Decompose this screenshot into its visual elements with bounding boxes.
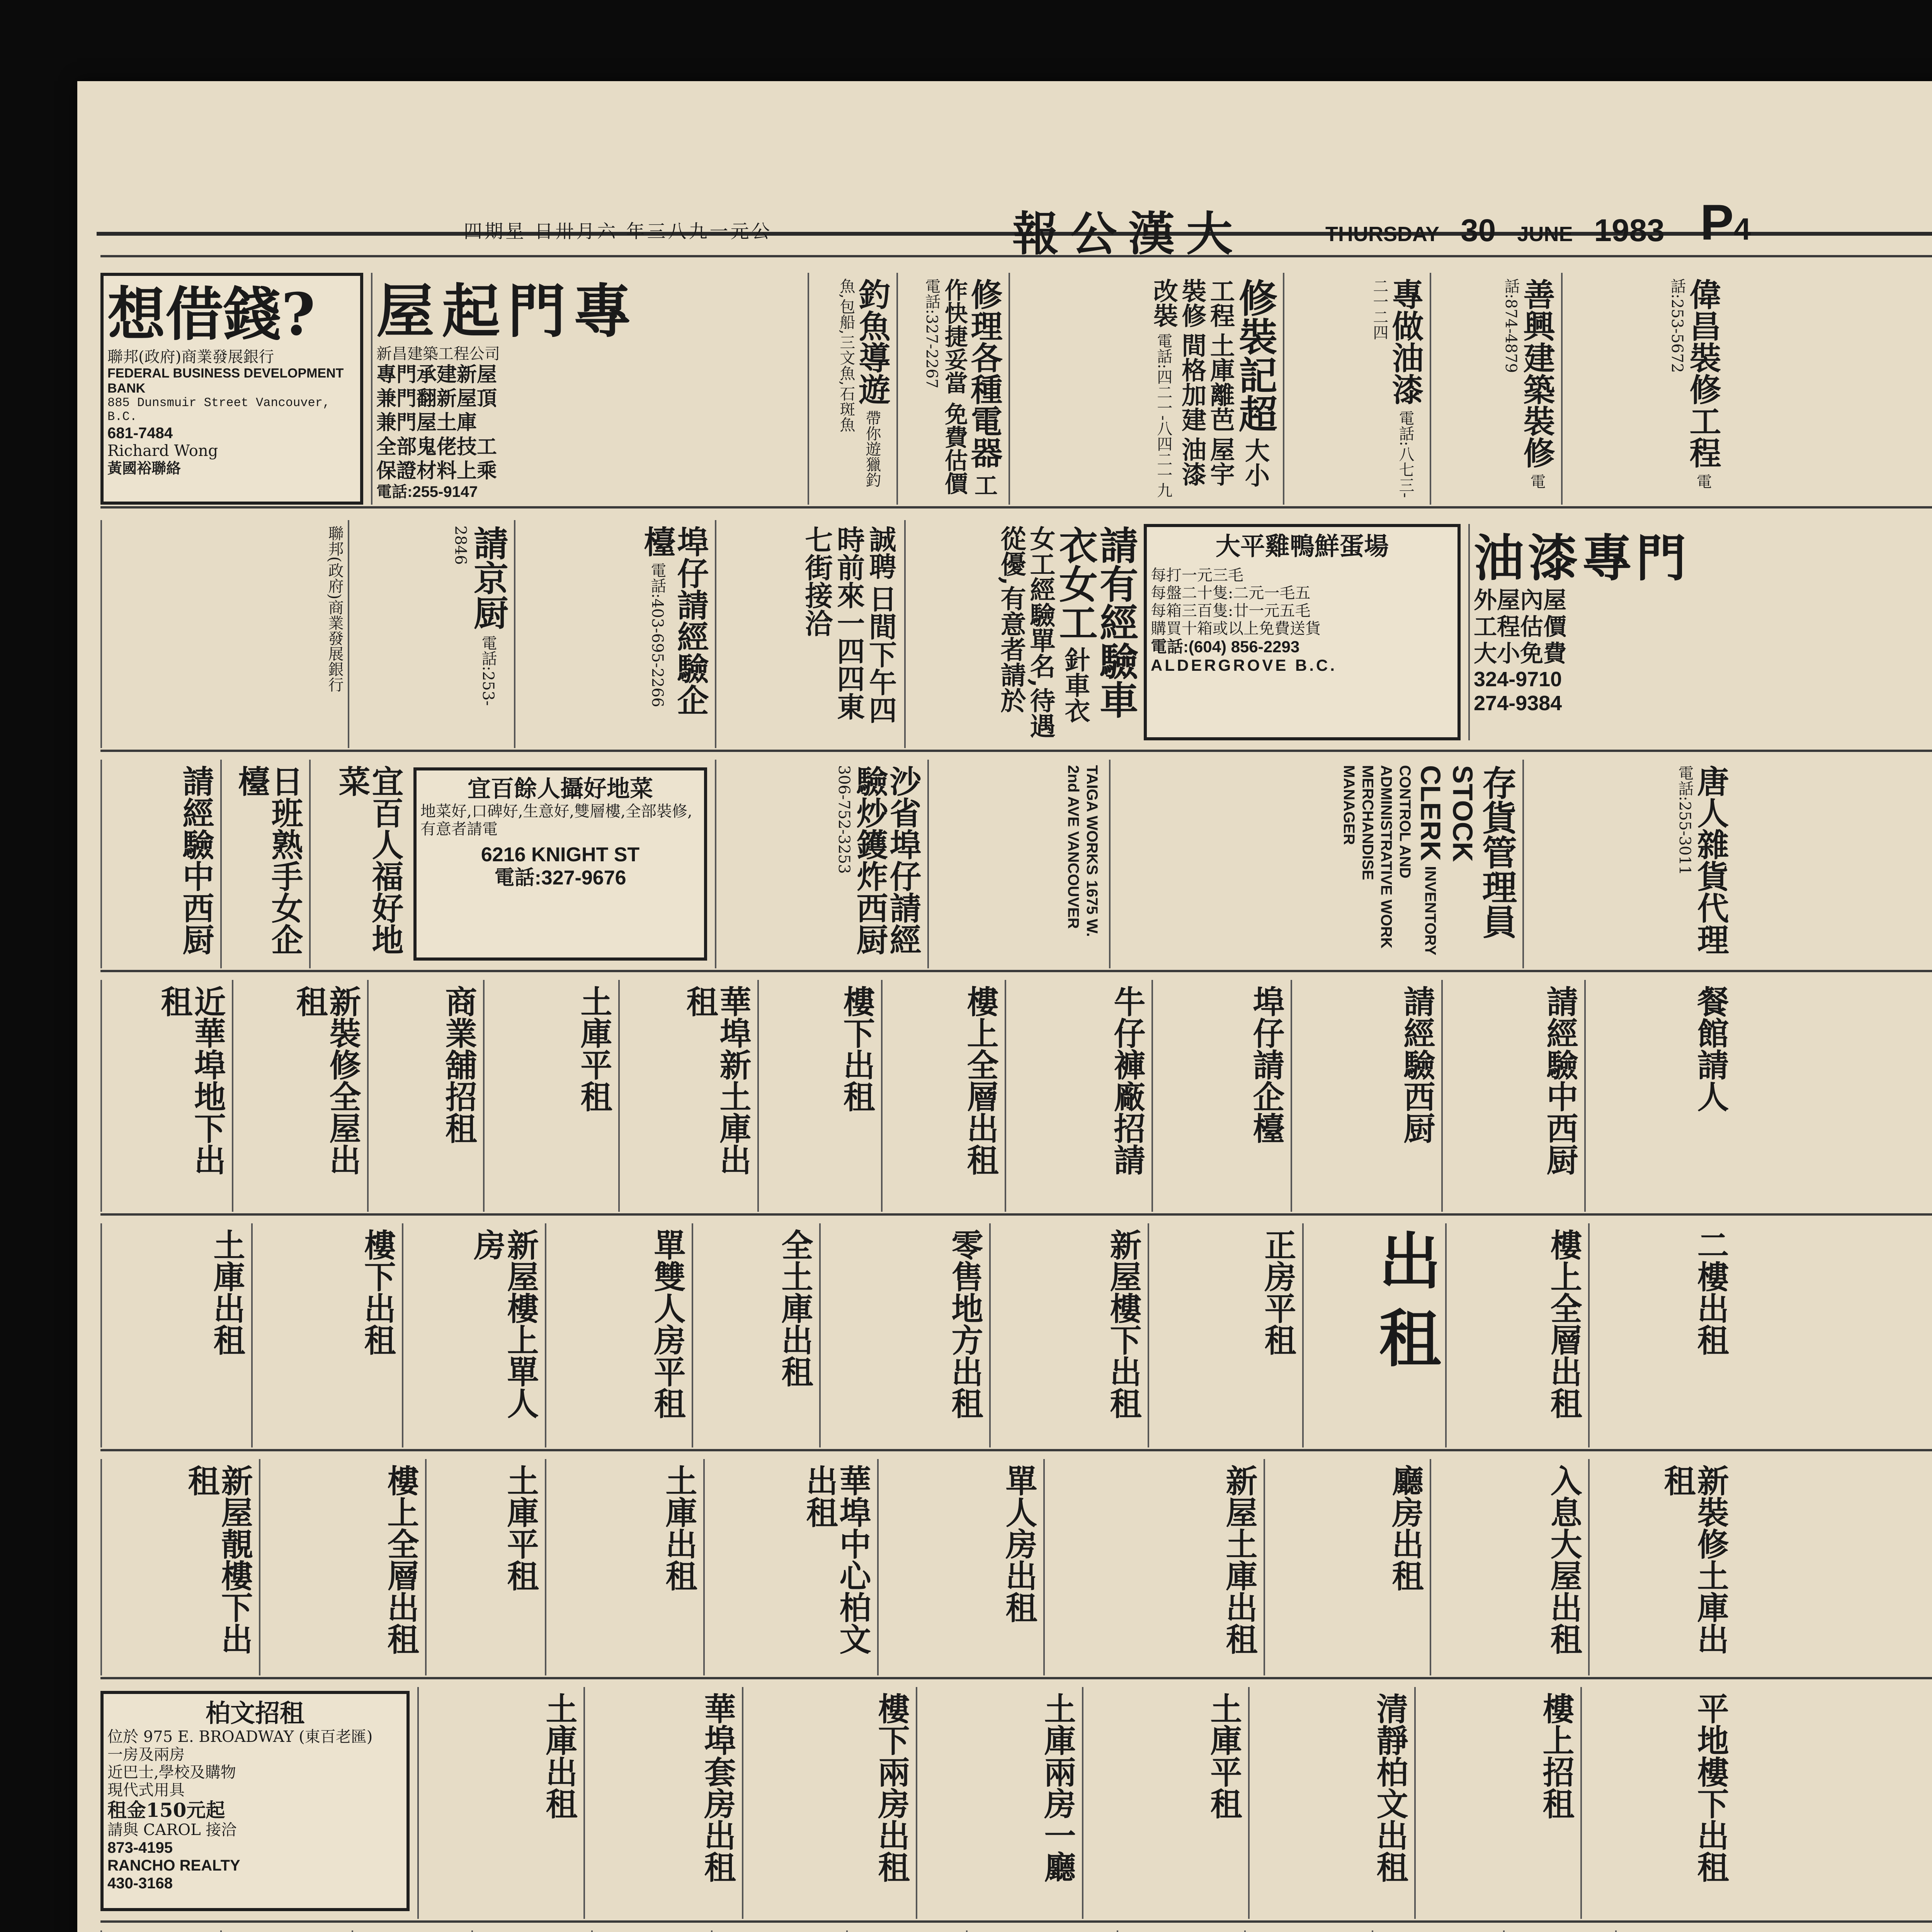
row6-ad-1: 新屋靚樓下出租 — [100, 1459, 255, 1675]
row3-waitress-ad: 日班熟手女企檯 — [220, 760, 305, 968]
row5-ad-3: 新屋樓上單人房 — [402, 1223, 541, 1447]
builder-line-3: 兼門屋土庫 — [376, 411, 477, 435]
apartment-rental-box: 柏文招租 位於 975 E. BROADWAY (東百老匯) 一房及兩房 近巴士,學校及購物 現代式用具 租金150元起 請與 CAROL 接洽 873-4195 RANCHO REALTY 430-3168 — [100, 1691, 410, 1911]
row6-ad-7: 新屋土庫出租 — [1043, 1459, 1260, 1675]
row5-ad-9: 樓上全層出租 — [1445, 1223, 1584, 1447]
row4-ad-8: 牛仔褲廠招請 — [1005, 980, 1148, 1212]
row4-ad-5: 華埠新土庫出租 — [618, 980, 753, 1212]
day: 30 — [1461, 213, 1496, 248]
cook-ad: 請京厨 電話:253-2846 — [348, 520, 510, 748]
renovation-ad: 修裝記超 大小工程 土庫離芭 屋宇裝修 間格加建 油漆改裝 電話:四二一-八四二一九 — [1009, 273, 1279, 505]
row5-ad-5: 全土庫出租 — [692, 1223, 815, 1447]
chinese-date: 四期星 日卅月六 年三八九一元公 — [464, 221, 772, 242]
row8-ad-5 — [591, 1930, 707, 1932]
row6-ad-5: 華埠中心柏文出租 — [703, 1459, 873, 1675]
recruit-ad: 誠聘 日間下午四時前來一四四東七街接洽 — [715, 520, 900, 748]
row-2 — [100, 506, 1932, 748]
row-4 — [100, 970, 1932, 1212]
row5-ad-10: 二樓出租 — [1588, 1223, 1731, 1447]
row7-ad-7: 樓上招租 — [1414, 1687, 1577, 1919]
row5-ad-2: 樓下出租 — [251, 1223, 398, 1447]
english-date — [1325, 213, 1680, 249]
row8-ad-1 — [100, 1930, 216, 1932]
painting-ad: 油漆專門 外屋內屋 工程估價 大小免費 324-9710 274-9384 — [1468, 524, 1731, 740]
row8-ad-8 — [966, 1930, 1113, 1932]
row5-ad-1: 土庫出租 — [100, 1223, 247, 1447]
farm-price-3: 每箱三百隻:廿一元五毛 — [1151, 602, 1311, 620]
row-1 — [100, 255, 1932, 505]
weekday: THURSDAY — [1325, 223, 1440, 246]
row6-ad-2: 樓上全層出租 — [259, 1459, 421, 1675]
construction-ad: 善興建築裝修 電話:874-4879 — [1430, 273, 1557, 505]
row5-ad-8: 正房平租 — [1148, 1223, 1298, 1447]
row8-ad-12 — [1503, 1930, 1611, 1932]
row2-left-filler: 聯邦(政府)商業發展銀行 — [100, 520, 348, 748]
row-8 — [100, 1920, 1932, 1932]
fishing-ad: 釣魚導遊 帶你遊獵釣魚,包船,三文魚,石斑魚 — [808, 273, 893, 505]
row8-ad-7 — [846, 1930, 962, 1932]
loan-phone: 681-7484 — [107, 425, 173, 442]
row-3 — [100, 750, 1932, 968]
paint-ad: 專做油漆 電話:八七三-二一二四 — [1283, 273, 1426, 505]
farm-city: ALDERGROVE B.C. — [1151, 656, 1337, 674]
loan-address: 885 Dunsmuir Street Vancouver, B.C. — [107, 395, 330, 424]
chef-sask-ad: 沙省埠仔請經驗炒鑊炸西厨 306-752-3253 — [715, 760, 923, 968]
row-6 — [100, 1449, 1932, 1675]
page-number: P4 — [1700, 194, 1751, 250]
farm-phone: 電話:(604) 856-2293 — [1151, 637, 1300, 656]
builder-line-1: 專門承建新屋 — [376, 362, 497, 386]
row7-ad-6: 清靜柏文出租 — [1248, 1687, 1410, 1919]
row5-ad-6: 零售地方出租 — [819, 1223, 985, 1447]
chinatown-waiter-ad: 埠仔請經驗企檯 電話:403-695-2266 — [514, 520, 711, 748]
builder-headline: 屋起門專 — [376, 277, 639, 345]
row6-ad-6: 單人房出租 — [877, 1459, 1039, 1675]
row8-ad-10 — [1244, 1930, 1368, 1932]
loan-ad — [100, 273, 363, 505]
row4-ad-10: 請經驗西厨 — [1291, 980, 1437, 1212]
row4-ad-3: 商業舖招租 — [367, 980, 479, 1212]
farm-price-1: 每打一元三毛 — [1151, 566, 1243, 584]
row5-ad-7: 新屋樓下出租 — [989, 1223, 1144, 1447]
row3-cook-ad: 請經驗中西厨 — [100, 760, 216, 968]
row7-ad-2: 華埠套房出租 — [583, 1687, 738, 1919]
row4-ad-4: 土庫平租 — [483, 980, 614, 1212]
loan-bank-name: FEDERAL BUSINESS DEVELOPMENT BANK — [107, 366, 344, 396]
row8-ad-13 — [1615, 1930, 1731, 1932]
row7-ad-4: 土庫兩房一廳 — [916, 1687, 1078, 1919]
classified-grid — [100, 255, 1932, 1932]
row6-ad-4: 土庫出租 — [545, 1459, 699, 1675]
farm-title: 大平雞鴨鮮蛋場 — [1216, 532, 1389, 561]
builder-company: 新昌建築工程公司 — [376, 345, 500, 363]
row-7 — [100, 1677, 1932, 1919]
row8-ad-9 — [1117, 1930, 1240, 1932]
row7-ad-3: 樓下兩房出租 — [742, 1687, 912, 1919]
builder-line-5: 保證材料上乘 — [376, 459, 497, 483]
row6-ad-3: 土庫平租 — [425, 1459, 541, 1675]
builder-line-4: 全部鬼佬技工 — [376, 435, 497, 459]
newspaper-title: 報公漢大 — [1012, 207, 1244, 261]
row8-ad-3 — [352, 1930, 468, 1932]
loan-headline: 想借錢? — [107, 281, 315, 349]
farm-price-2: 每盤二十隻:二元一毛五 — [1151, 584, 1311, 602]
repair-ad: 修理各種電器 工作快捷妥當 免費估價 電話:327-2267 — [896, 273, 1005, 505]
decor-ad: 偉昌裝修工程 電話:253-5672 — [1561, 273, 1723, 505]
row4-ad-2: 新裝修全屋出租 — [232, 980, 363, 1212]
row4-ad-7: 樓上全層出租 — [881, 980, 1001, 1212]
row8-ad-2 — [220, 1930, 348, 1932]
builder-line-2: 兼門翻新屋頂 — [376, 386, 497, 410]
row4-ad-12: 餐館請人 — [1584, 980, 1731, 1212]
row5-ad-4: 單雙人房平租 — [545, 1223, 688, 1447]
loan-contact-en: Richard Wong — [107, 442, 218, 460]
row4-ad-6: 樓下出租 — [757, 980, 877, 1212]
builder-phone: 電話:255-9147 — [376, 483, 478, 501]
rent-banner: 出租 — [1302, 1223, 1441, 1447]
row8-ad-6 — [711, 1930, 842, 1932]
grocery-agent-ad: 唐人雜貨代理 電話:255-3011 — [1522, 760, 1731, 968]
row6-ad-10: 新裝修土庫出租 — [1588, 1459, 1731, 1675]
row6-ad-9: 入息大屋出租 — [1430, 1459, 1584, 1675]
row6-ad-8: 廳房出租 — [1264, 1459, 1426, 1675]
row8-ad-11 — [1372, 1930, 1499, 1932]
builder-ad — [371, 273, 804, 505]
loan-agency: 聯邦(政府)商業發展銀行 — [107, 348, 274, 366]
painting-phone-2: 274-9384 — [1474, 691, 1562, 715]
garment-ad: 請有經驗車衣女工 針車衣女工經驗單名,待遇從優,有意者請於 — [904, 520, 1140, 748]
row7-ad-5: 土庫平租 — [1082, 1687, 1244, 1919]
painting-headline: 油漆專門 — [1474, 529, 1690, 588]
year: 1983 — [1594, 213, 1665, 248]
row4-ad-11: 請經驗中西厨 — [1441, 980, 1580, 1212]
row-5 — [100, 1213, 1932, 1447]
row7-ad-1: 土庫出租 — [417, 1687, 580, 1919]
row8-ad-4 — [471, 1930, 587, 1932]
painting-phone-1: 324-9710 — [1474, 667, 1562, 691]
farm-note: 購買十箱或以上免費送貨 — [1151, 619, 1321, 638]
restaurant-sale-box: 宜百餘人攝好地菜 地菜好,口碑好,生意好,雙層樓,全部裝修,有意者請電 6216 KNIGHT ST 電話:327-9676 — [413, 767, 707, 961]
egg-farm-ad — [1144, 524, 1461, 740]
loan-contact-cn: 黃國裕聯絡 — [107, 459, 181, 477]
row7-ad-8: 平地樓下出租 — [1580, 1687, 1731, 1919]
stock-clerk-ad: 存貨管理員 STOCK CLERK INVENTORY CONTROL AND ADMINISTRATIVE WORK MERCHANDISE MANAGER — [1109, 760, 1519, 968]
taiga-ad: TAIGA WORKS 1675 W. 2nd AVE VANCOUVER — [927, 760, 1105, 968]
month: JUNE — [1517, 223, 1573, 246]
row4-ad-1: 近華埠地下出租 — [100, 980, 228, 1212]
row3-basement-ad: 宜百人福好地菜 — [309, 760, 406, 968]
row4-ad-9: 埠仔請企檯 — [1151, 980, 1287, 1212]
